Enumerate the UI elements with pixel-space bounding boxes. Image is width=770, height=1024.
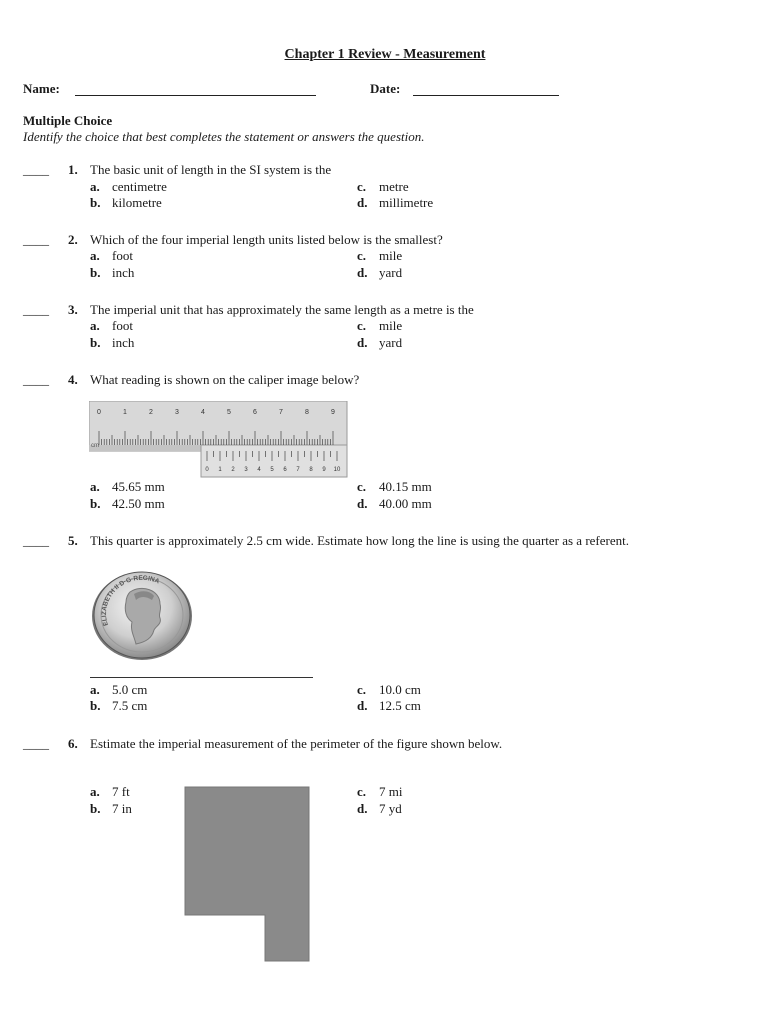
question-number: 2. — [68, 232, 78, 247]
option-text: 10.0 cm — [379, 682, 421, 697]
question-text: Estimate the imperial measurement of the perimeter of the figure shown below. — [90, 736, 503, 751]
question-number: 5. — [68, 533, 78, 548]
name-field[interactable] — [75, 81, 316, 96]
option-text: millimetre — [379, 195, 434, 210]
question-text: This quarter is approximately 2.5 cm wide. Estimate how long the line is using the quarter as a referent. — [90, 533, 629, 548]
option-letter: b. — [90, 698, 101, 713]
caliper-image — [89, 401, 349, 478]
name-label: Name: — [23, 81, 60, 96]
question-text: Which of the four imperial length units listed below is the smallest? — [90, 232, 443, 247]
perimeter-figure — [183, 785, 313, 965]
option-d — [357, 698, 421, 714]
l-shape — [185, 787, 309, 961]
option-text: inch — [112, 335, 135, 350]
answer-blank[interactable]: ____ — [23, 736, 49, 751]
question-number: 6. — [68, 736, 78, 751]
option-c — [357, 179, 409, 195]
option-letter: a. — [90, 479, 100, 494]
option-c — [357, 784, 402, 800]
option-d — [357, 195, 433, 211]
main-scale-label: 2 — [149, 409, 153, 416]
caliper-unit-label: cm — [91, 443, 99, 449]
question-text: What reading is shown on the caliper image below? — [90, 372, 360, 387]
option-letter: d. — [357, 335, 368, 350]
date-label: Date: — [370, 81, 401, 96]
option-a — [90, 682, 147, 698]
option-text: 45.65 mm — [112, 479, 165, 494]
question-text: The imperial unit that has approximately the same length as a metre is the — [90, 302, 474, 317]
option-letter: c. — [357, 248, 367, 263]
main-scale-label: 3 — [175, 409, 179, 416]
measure-line — [90, 677, 313, 678]
option-letter: c. — [357, 682, 367, 697]
main-scale-label: 1 — [123, 409, 127, 416]
option-letter: d. — [357, 801, 368, 816]
option-letter: d. — [357, 698, 368, 713]
option-text: yard — [379, 265, 403, 280]
option-c — [357, 248, 402, 264]
option-text: 7 yd — [379, 801, 402, 816]
option-b — [90, 801, 132, 817]
vernier-label: 0 — [205, 467, 209, 473]
main-scale-label: 0 — [97, 409, 101, 416]
option-b — [90, 496, 165, 512]
option-text: 40.00 mm — [379, 496, 432, 511]
main-scale-label: 6 — [253, 409, 257, 416]
option-text: mile — [379, 248, 403, 263]
answer-blank[interactable]: ____ — [23, 533, 49, 548]
coin-inscription: ELIZABETH II D·G·REGINA — [100, 574, 161, 627]
option-letter: b. — [90, 265, 101, 280]
option-text: metre — [379, 179, 409, 194]
quarter-coin-image — [90, 570, 196, 662]
section-instructions: Identify the choice that best completes the statement or answers the question. — [23, 129, 425, 144]
option-text: 7 mi — [379, 784, 403, 799]
answer-blank[interactable]: ____ — [23, 372, 49, 387]
option-b — [90, 335, 134, 351]
option-letter: a. — [90, 318, 100, 333]
option-d — [357, 335, 402, 351]
vernier-label: 5 — [270, 467, 274, 473]
vernier-label: 1 — [218, 467, 222, 473]
option-b — [90, 698, 147, 714]
option-text: 7.5 cm — [112, 698, 148, 713]
option-text: centimetre — [112, 179, 167, 194]
option-letter: b. — [90, 335, 101, 350]
vernier-label: 6 — [283, 467, 287, 473]
option-a — [90, 179, 167, 195]
option-text: 7 in — [112, 801, 132, 816]
main-scale-label: 4 — [201, 409, 205, 416]
main-scale-label: 9 — [331, 409, 335, 416]
option-text: foot — [112, 248, 133, 263]
option-letter: a. — [90, 682, 100, 697]
question-text: The basic unit of length in the SI system is the — [90, 162, 332, 177]
option-letter: d. — [357, 265, 368, 280]
option-text: mile — [379, 318, 403, 333]
option-a — [90, 318, 133, 334]
option-letter: c. — [357, 479, 367, 494]
page-title: Chapter 1 Review - Measurement — [284, 47, 486, 62]
option-a — [90, 479, 165, 495]
question-number: 3. — [68, 302, 78, 317]
option-letter: d. — [357, 195, 368, 210]
vernier-label: 9 — [322, 467, 326, 473]
option-letter: b. — [90, 195, 101, 210]
vernier-label: 4 — [257, 467, 261, 473]
main-scale-label: 8 — [305, 409, 309, 416]
vernier-label: 8 — [309, 467, 313, 473]
option-text: 5.0 cm — [112, 682, 148, 697]
option-b — [90, 265, 134, 281]
option-text: 7 ft — [112, 784, 130, 799]
section-heading: Multiple Choice — [23, 113, 113, 128]
option-text: 42.50 mm — [112, 496, 165, 511]
vernier-label: 7 — [296, 467, 300, 473]
vernier-label: 10 — [333, 467, 341, 473]
option-text: foot — [112, 318, 133, 333]
option-letter: c. — [357, 784, 367, 799]
option-letter: c. — [357, 179, 367, 194]
option-letter: b. — [90, 801, 101, 816]
option-text: 40.15 mm — [379, 479, 432, 494]
option-text: inch — [112, 265, 135, 280]
option-d — [357, 496, 432, 512]
question-number: 1. — [68, 162, 78, 177]
option-text: yard — [379, 335, 403, 350]
option-letter: d. — [357, 496, 368, 511]
option-text: 12.5 cm — [379, 698, 421, 713]
main-scale-label: 7 — [279, 409, 283, 416]
option-c — [357, 318, 402, 334]
question-number: 4. — [68, 372, 78, 387]
option-d — [357, 265, 402, 281]
answer-blank[interactable]: ____ — [23, 232, 49, 247]
option-c — [357, 682, 421, 698]
option-letter: a. — [90, 179, 100, 194]
option-a — [90, 784, 130, 800]
answer-blank[interactable]: ____ — [23, 302, 49, 317]
answer-blank[interactable]: ____ — [23, 162, 49, 177]
option-b — [90, 195, 162, 211]
option-letter: a. — [90, 784, 100, 799]
option-d — [357, 801, 402, 817]
option-letter: b. — [90, 496, 101, 511]
main-scale-label: 5 — [227, 409, 231, 416]
option-c — [357, 479, 432, 495]
vernier-label: 2 — [231, 467, 235, 473]
vernier-label: 3 — [244, 467, 248, 473]
date-field[interactable] — [413, 81, 559, 96]
option-letter: a. — [90, 248, 100, 263]
option-text: kilometre — [112, 195, 162, 210]
option-a — [90, 248, 133, 264]
option-letter: c. — [357, 318, 367, 333]
